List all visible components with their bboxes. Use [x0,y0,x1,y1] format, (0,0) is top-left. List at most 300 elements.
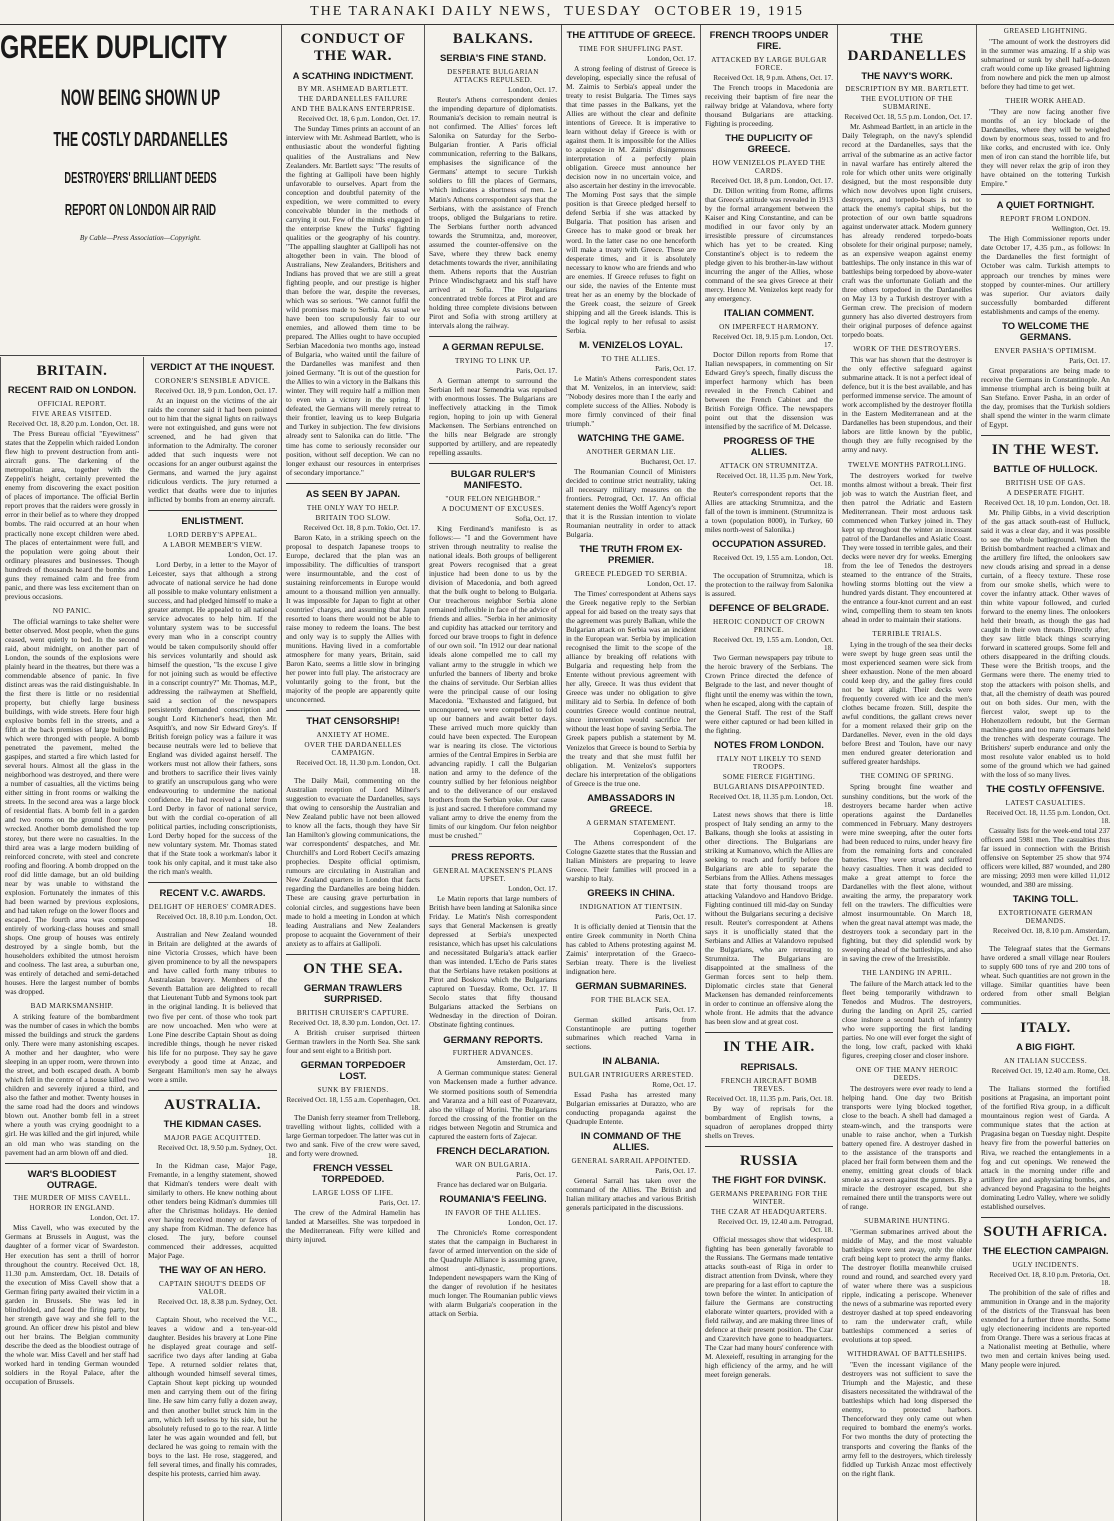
article-subhead: FOR THE BLACK SEA. [590,995,672,1004]
lead-headline-block [0,25,281,356]
article-destroyers [842,345,972,454]
article-headline: IN COMMAND OF THE ALLIES. [580,1130,682,1153]
article-albania [566,1057,696,1126]
article-headline: ENLISTMENT. [181,516,244,528]
article-dateline: Paris, Oct. 17. [516,366,557,375]
article-greased-lightning [981,27,1110,91]
column-7 [837,25,976,1521]
article-headline: THE COSTLY OFFENSIVE. [986,783,1105,795]
article-headline: BRITAIN. [36,363,108,379]
article-subhead: EXTORTIONATE GERMAN DEMANDS. [998,908,1093,925]
article-body: The crew of the Admiral Hamelin has landed at Marseilles. She was torpedoed in the Mediterranean. Fifty were killed and thirty injured. [286,1207,420,1244]
article-torpedoer [286,1061,420,1158]
article-headline: THE DUPLICITY OF GREECE. [725,133,813,155]
article-censorship [286,717,420,948]
article-headline: FRENCH VESSEL TORPEDOED. [313,1162,393,1185]
article-body: The French troops in Macedonia are receiving their baptism of fire near the railway bridge at Valandova, where forty thousand Bulgarians are attacking. Fighting is proceeding. [705,82,833,128]
article-headline: PRESS REPORTS. [451,852,535,864]
article-body: The failure of the March attack led to the fleet being temporarily withdrawn to Tenedos and Mudros. The destroyers, during the landing on April 25, carried close inshore a second batch of infantry who were supporting the first landing parties. No one will ever forget the sight of the long, low craft, packed with khaki figures, creeping closer and closer inshore. [842,979,972,1061]
article-dateline: Received Oct. 18, 8.30 p.m. London, Oct. 17. [288,1018,420,1027]
article-dateline: Received Oct. 18, 11.55 p.m. London, Oct. 18. [986,808,1110,825]
article-marksmanship [5,1002,139,1157]
article-dateline: Received Oct. 18, 9 p.m. London, Oct. 17. [154,386,277,395]
article-body: Australian and New Zealand wounded in Britain are delighted at the awards of nine Victoria Crosses, which have been given prominence to by all the newspapers and have called forth many tributes to Australasian bravery. Members of the Seventh Battalion are delighted to recall that Lieutenant Tubb and Symons took part in the original landing. It is believed that two five per cent. of those who took part are now uncoached. Men who were at Lone Pine describe Captain Shout as doing incredible things, though he never risked his life for no purpose. They say he gave everybody a good time at Anzac, and Sergeant Hamilton's men say he always wore a smile. [148,930,277,1084]
article-dateline: Paris, Oct. 17. [655,1005,696,1014]
article-dateline: Received Oct. 18, 9.50 p.m. Sydney, Oct. 18. [157,1143,277,1160]
article-body: A strong feeling of distrust of Greece is developing, especially since the refusal of M. Zaimis to Serbia's appeal under the treaty to resist Bulgaria. The Times says that time passes in the Balkans, yet the Allies are without the clear and definite intentions of Greece. It is imperative to learn without delay if Greece is with or against them. It is impossible for the Allies to acquiesce in M. Zaimis' disingenuous interpretation of a perfectly plain obligation. Greece must announce her decision now in no uncertain voice, and also ascertain her destiny in the irrevocable. The Morning Post says that the simple position is that Greece pledged herself to defend Serbia if she was attacked by Bulgaria. That position has arisen and Greece has to make good or break her word. In the latter case no one henceforth will make a treaty with Greece. These are desperate times, and it is absolutely necessary to know who are friends and who are enemies. If Greece refuses to fight on our side, the navies of the Entente must treat her as an enemy by the blockade of the Greek coast, the seizure of Greek shipping and all the Greek islands. This is the logical reply to her refusal to assist Serbia. [566,63,696,335]
article-subhead: DESCRIPTION BY MR. BARTLETT. [845,85,969,94]
article-body: Casualty lists for the week-end total 237 officers and 5981 men. The casualties thus far issued in connection with the British offensive on September 25 show that 974 officers were killed, 887 wounded, and 280 are missing; 2093 men were killed 11,012 wounded, and 380 are missing. [981,825,1110,889]
article-costly-offensive [981,785,1110,889]
article-subhead: ON IMPERFECT HARMONY. [719,323,819,332]
section-on-the-sea [286,961,420,978]
article-submarine-hunting [842,1217,972,1344]
article-dateline: Received Oct. 18, 9 p.m. Athens, Oct. 17. [713,73,833,82]
article-headline: WATCHING THE GAME. [577,432,685,444]
article-dateline: Paris, Oct. 17. [655,364,696,373]
article-body: The Daily Mail, commenting on the Australian reception of Lord Milner's suggestion to evacuate the Dardanelles, says that owing to censorship the Australian and New Zealand public have not been allowed to know all the facts, though they have Sir Ian Hamilton's glowing communications, the war correspondents' despatches, and Mr. Churchill's and Lord Robert Cecil's amazing prophecies. Despite official optimism, rumours are circulating in Australian and New Zealand quarters in London that facts regarding the Dardanelles are being hidden. These are causing grave perturbation in colonial circles, and suggestions have been made to hold a meeting in London at which leading Australians and New Zealanders propose to acquaint the Government of their anxiety as to affairs at Gallipoli. [286,776,420,948]
article-body: A German communique states: General von Mackensen made a further advance. We stormed positions south of Semendria and Varanza and a hill east of Pozarevatz, also the village of Morini. The Bulgarians forced the crossing of the frontier on the ridges between Negotin and Strumica and captured the eastern forts of Zajecar. [429,1068,557,1141]
column-1 [0,357,143,1521]
article-dateline: Received Oct. 18, 8.20 p.m. London, Oct. 18. [7,420,139,429]
article-body: Lord Derby, in a letter to the Mayor of Leicester, says that although a strong advocate of national service he had done all possible to make voluntary enlistment a success, and had pledged himself to make a greater attempt. He appealed to all national service advocates to help him. If the voluntary system was to be successful every man who in a conscript country would be taken compulsorily should offer his services voluntarily and should ask himself the question, "Is the excuse I give for not joining such as would be effective in a conscript country?" Mr. Thomas, M.P., addressing the railwaymen at Sheffield, said a section of the newspapers persistently demanded conscription and sought Lord Kitchener's head, then Mr. Asquith's, and now Sir Edward Grey's. If British foreign policy was a failure it was because neutrals were led to believe that England was divided against herself. The workers must not allow their fathers, sons and brothers to sacrifice their lives vainly to gratify an unscrupulous gang who were endeavouring to undermine the national confidence. He had received a letter from Lord Derby in favor of national service, but with the cordial co-operation of all political parties, including conscriptionists, Lord Derby hoped for the success of the new voluntary system. Mr. Thomas stated that if the State took a workman's labor it took his only capital, and it must take also the rich man's wealth. [148,560,277,877]
article-headline: SOUTH AFRICA. [983,1223,1108,1240]
article-body: Doctor Dillon reports from Rome that Italian newspapers, in commenting on Sir Edward Grey's speech, finally discuss the imperfect harmony which has been revealed in the French Cabinet and between the French Cabinet and the British Foreign Office. The newspapers point out that the dissension was intensified by the sacrifice of M. Delcasse. [705,350,833,432]
article-south-africa [981,1224,1110,1369]
article-headline: THAT CENSORSHIP! [306,716,400,728]
article-body: The Times' correspondent at Athens says the Greek negative reply to the Serbian appeal for aid based on the treaty says that the agreement was purely Balkan, while the Bulgarian attack on Serbia was an incident in the European war. Serbia by implication recognised the limit to the scope of the alliance by breaking off relations with Bulgaria and requesting help from the Entente without previous agreement with her ally, Greece. It was thus evident that Greece was under no obligation to give military aid to Serbia. In defence of both countries Greece would continue neutral, since intervention would sacrifice her without the least hope of saving Serbia. The Greek papers publish a statement by M. Venizelos that Greece is bound to Serbia by the treaty and that she must fulfil her obligation. M. Venizelos's supporters declare his interpretation of the obligations of Greece is the true one. [566,588,696,788]
article-subhead: A GERMAN STATEMENT. [586,818,676,827]
article-subhead: SUNK BY FRIENDS. [317,1085,389,1094]
article-headline: AS SEEN BY JAPAN. [305,488,401,500]
article-subhead: TIME FOR SHUFFLING PAST. [578,44,684,53]
article-subhead: A DOCUMENT OF EXCUSES. [441,505,545,514]
article-body: Reuter's Athens correspondent denies the impending departure of diplomatists. Roumania's decision to remain neutral is not confirmed. The Allies' forces left Salonika on Saturday for the Serbo-Bulgarian frontier. A Paris official communication, referring to the Balkans, emphasises the significance of the Germans' attempt to secure Turkish soldiers to fill the places of Germans, which indicates a shortness of men. Le Matin's Athens correspondent says that the Serbians, with the assistance of French troops, obliged the Bulgarians to retire. The Serbians further north advanced towards the Strumnitza, and, moreover, assumed the counter-offensive on the Save, where they threw back enemy detachments towards the river, annihilating them. Athens reports that the Austrian Prince Windischgraetz and his staff have arrived at Sofia. The Bulgarians concentrated treble forces at Pirot and are holding three complete divisions between Pirot and Sofia with strong artillery at intervals along the railway. [429,95,557,330]
article-subhead: BY MR. ASHMEAD BARTLETT. [297,85,409,94]
article-body: The Athens correspondent of the Cologne Gazette states that the Russian and Italian Ministers are preparing to leave Greece. Their families will proceed in a warship to Italy. [566,837,696,883]
article-body: Le Matin reports that large numbers of British have been landing at Salonika since Friday. Le Matin's Nish correspondent says that General Mackensen is greatly depressed at Serbia's unexpected resistance, which has upset his calculations and necessitated Bulgaria's attack earlier than was intended. L'Echo de Paris states that the Serbians have retaken positions at Pirot and Boskova which the Bulgarians captured on Tuesday. Rome, Oct. 17. Il Secolo states that fifty thousand Bulgarians attacked the Serbians on Wednesday in the direction of Doiran. Obstinate fighting continues. [429,894,557,1030]
article-body: "The amount of work the destroyers did in the summer was amazing. If a ship was submarined or sunk by shell half-a-dozen craft would come up like greased lightning from nowhere and pick the men up almost before they had time to get wet. [981,37,1110,92]
article-subhead: UGLY INCIDENTS. [1012,1260,1079,1269]
article-subhead: SERBIA'S FINE STAND. [439,53,547,65]
article-patrolling [842,461,972,625]
article-body: The High Commissioner reports under date October 17, 4.35 p.m., as follows: In the Dardanelles the first fortnight of October was calm. Turkish attempts to approach our trenches by mines were stopped by counter-mines. Our artillery was superior. Our aviators daily successfully bombarded different establishments and camps of the enemy. [981,234,1110,316]
article-withdrawal [842,1350,972,1477]
article-japan [286,490,420,705]
article-subhead: HORROR IN ENGLAND. [29,1204,115,1213]
article-subhead: THEIR WORK AHEAD. [1005,97,1086,106]
article-subhead: BULGARIANS DISAPPOINTED. [713,782,825,791]
article-body: Mr. Ashmead Bartlett, in an article in the Daily Telegraph, on the navy's splendid record at the Dardanelles, says that the arrival of the submarine as an active factor in naval warfare has entirely altered the role for which other units were originally designed, but the most responsible duty which now devolves upon light cruisers, destroyers, and torpedo-boats is not to attack the enemy's capital ships, but the protection of our own battle squadrons against underwater attack. Modern gunnery has already rendered torpedo-boats obsolete for their original purpose; namely, as an expensive weapon against enemy battleships. The only instance in this war of battleships being torpedoed by above-water craft was the unfortunate Goliath and the three others torpedoed in the Dardanelles on May 13 by a Turkish destroyer with a German crew. The precision of modern gunnery has also diverted destroyers from their original purposes of defence against torpedo boats. [842,122,972,340]
article-subhead: A SCATHING INDICTMENT. [292,70,414,82]
article-spring [842,772,972,963]
article-subhead: HEROIC CONDUCT OF CROWN PRINCE. [713,618,825,635]
article-venizelos [566,341,696,428]
article-subhead: LARGE LOSS OF LIFE. [312,1188,394,1197]
article-subhead: CORONER'S SENSIBLE ADVICE. [154,376,271,385]
article-headline: FRENCH TROOPS UNDER FIRE. [709,30,829,52]
article-dateline: Received Oct. 18, 8 p.m. London, Oct. 17. [710,176,833,185]
article-dateline: Received Oct. 18, 8.10 p.m. Amsterdam, Oct. 17. [992,926,1110,943]
article-headline: M. VENIZELOS LOYAL. [579,339,683,351]
article-body: At an inquest on the victims of the air raids the coroner said it had been pointed out to him that the signal lights on railways were not extinguished, and guns were not screened, and he had given that information to the Admiralty. The coroner added that such inquests were not occasions for an anger outburst against the Germans, and warned the jury against ridiculous verdicts. The jury returned a verdict that deaths were due to injuries inflicted by bombs from an enemy aircraft. [148,395,277,505]
article-dateline: Amsterdam, Oct. 17. [496,1059,557,1068]
article-body: "German submarines arrived about the middle of May, and the most valuable battleships were sent away, only the older craft being kept to protect the army flanks. The destroyer flotilla meanwhile cruised round and round, and searched every yard of water where there was a suspicious ripple, indicating a periscope. Whenever the news of a submarine was reported every destroyer dashed at top speed endeavoring to ram the underwater craft, while battleships commenced a series of evolutions at top speed. [842,1226,972,1345]
section-in-the-west [981,442,1110,459]
column-5 [561,25,700,1521]
article-dateline: London, Oct. 17. [647,54,696,63]
article-headline: IN ALBANIA. [602,1055,660,1067]
article-headline: OCCUPATION ASSURED. [712,539,826,551]
article-headline: WAR'S BLOODIEST OUTRAGE. [27,1168,117,1191]
article-subhead: FIVE AREAS VISITED. [32,410,112,419]
article-body: This war has shown that the destroyer is the only effective safeguard against submarine attack. It is not a perfect ideal of defence, but it is the best available, and has performed immense service. The amount of work accomplished by the destroyer flotilla in the Eastern Mediterranean and at the Dardanelles has been stupendous, and their labors are little known by the public, though they are fully recognised by the army and navy. [842,355,972,455]
article-truth [566,545,696,788]
article-subhead: BULGAR INTRIGUERS ARRESTED. [568,1070,694,1079]
article-subhead: BRITISH USE OF GAS. [1005,478,1086,487]
article-body: Mr. Philip Gibbs, in a vivid description of the gas attack south-east of Hulluck, said it was a clear day, and it was possible to see the whole battleground. When the British bombardment reached a climax and the artillery fire lifted, the onlookers saw new clouds arising and spread in a dense curtain, of a fleecy texture. These rose from our smoke shells, which were to cover the infantry attack. Other waves of thin white vapour followed, and curled forward to the enemy lines. The onlookers held their breath, as though the gas had caught in their own throats. Directly after, they saw little black things scurrying forward in scattered groups. Some fell and others disappeared in the drifting clouds. These were the British troops, and the Germans were there. The enemy tried to stop the attackers with poison shells, and that, all the chemistry of death was poured out on both sides. Our men, with the fiercest valor, swept up to the Hohenzollern redoubt, but the German machine-guns and too many Germans held the trenches with desperate courage. The Britishers' superb endurance and only the most resolute valor enabled us to hold some of the ground which we had gained with the loss of so many lives. [981,507,1110,779]
article-dateline: Rome, Oct. 17. [652,1080,696,1089]
article-subhead: A LABOR MEMBER'S VIEW. [162,541,263,550]
article-french-declaration [429,1147,557,1189]
article-duplicity [705,134,833,303]
article-subhead: DESPERATE BULGARIAN ATTACKS REPULSED. [447,68,539,85]
article-body: The destroyers worked for twelve months almost without a break. Their first job was to watch the Austrian fleet, and then patrol the Adriatic and Eastern Mediterranean. Their most arduous task commenced when Turkey joined in. They kept up throughout the winter an incessant patrol of the Dardanelles and Asiatic Coast. They were tossed in terrible gales, and their decks were never dry for weeks. Emerging from the lee of Tenedos the destroyers steamed to the entrance of the Straits, howling storms blotting out the view a hundred yards distant. They encountered at the entrance a four-knot current and an east wind, compelling them to steam ten knots ahead in order to maintain their stations. [842,470,972,625]
article-subhead: MAJOR PAGE ACQUITTED. [164,1133,261,1142]
lead-headline-2: NOW BEING SHOWN UP [60,85,221,110]
article-dateline: Received Oct. 18, 6 p.m. London, Oct. 17. [297,115,420,124]
article-roumania [429,1195,557,1318]
article-headline: THE DARDANELLES [847,31,967,65]
article-dateline: Received Oct. 18, 1.55 a.m. Copenhagen, Oct. 18. [286,1095,420,1112]
article-dateline: London, Oct. 17. [508,1218,557,1227]
column-4 [424,25,561,1521]
article-dateline: Received Oct. 18, 11.35 p.m. London, Oct. 18. [709,792,833,809]
lead-headline-3: THE COSTLY DARDANELLES [53,129,228,151]
article-dateline: Received Oct. 19, 1.55 a.m. London, Oct. 18. [713,554,833,571]
article-subhead: CAPTAIN SHOUT'S DEEDS OF VALOR. [158,1280,267,1297]
section-headline: ON THE SEA. [303,960,403,977]
article-dateline: Received Oct. 18, 10 p.m. London, Oct. 18. [984,498,1110,507]
article-body: The destroyers were ever ready to lend a helping hand. One day two British transports were lying blocked together, close to the beach. A shell had damaged a steam-winch, and the transports were unable to raise anchor, when a Turkish battery opened fire. A destroyer dashed in to the assistance of the transports and placed her frail form between them and the enemy, emitting great clouds of black smoke as a screen against the gunners. By a miracle the destroyer escaped, but she remained there until the transports were out of range. [842,1084,972,1211]
article-subhead: THE CZAR AT HEADQUARTERS. [710,1207,828,1216]
article-progress [705,437,833,534]
article-dateline: London, Oct. 17. [647,579,696,588]
article-subhead: WAR ON BULGARIA. [455,1160,531,1169]
article-body: The Italians stormed the fortified positions at Pragasina, an important point of the fortified Riva group, in a difficult mountainous region west of Garda. A communique states that the action at Pragasina began on Tuesday night. Despite heavy fire from the powerful batteries on Riva, we reached the entanglements in a fog and cut openings. We renewed the attack in the morning under rifle and artillery fire and asphyxiating bombs, and advanced beyond Pragasina to the heights dominating Ledro Valley, where we solidly established ourselves. [981,1084,1110,1211]
article-subhead: LORD DERBY'S APPEAL. [167,531,258,540]
article-heroic-deeds [842,1066,972,1210]
article-subhead: ATTACKED BY LARGE BULGAR FORCE. [711,55,827,72]
article-headline: GERMAN TRAWLERS SURPRISED. [303,982,403,1005]
article-subhead: THE DARDANELLES FAILURE [298,95,408,104]
article-subhead: BAD MARKSMANSHIP. [30,1002,114,1011]
article-body: Le Matin's Athens correspondent states that M. Venizelos, in an interview, said: "Nobody desires more than I the early and complete success of the Allies. Nobody is more firmly convinced of their final triumph." [566,373,696,428]
article-greeks-china [566,889,696,976]
column-3 [281,25,424,1521]
article-subhead: THE ONLY WAY TO HELP. [306,503,400,512]
newspaper-page [0,25,1114,1521]
lead-headline-5: REPORT ON LONDON AIR RAID [64,202,217,219]
article-subhead: THE KIDMAN CASES. [163,1119,262,1131]
article-headline: CONDUCT OF THE WAR. [300,31,406,65]
article-dateline: Received Oct. 18, 8.10 p.m. London, Oct. 18. [156,913,277,930]
article-headline: ITALY. [1020,1020,1071,1037]
article-subhead: NO PANIC. [52,606,92,615]
article-subhead: OVER THE DARDANELLES CAMPAIGN. [304,741,402,758]
article-russia [705,1153,833,1380]
article-body: By way of reprisals for the bombardment of English towns, a squadron of aeroplanes dropped thirty shells on Treves. [705,1103,833,1140]
article-taking-toll [981,895,1110,1007]
article-body: A striking feature of the bombardment was the number of cases in which the bombs missed the buildings and struck the gardens only. There were many astonishing escapes. A mother and her daughter, who were sleeping in an upper room, were thrown into the street, and both escaped death. A bomb which fell in the centre of a house killed two children and severely injured a third, and also the father and mother. Twenty houses in the same road had the doors and windows blown out. Another bomb fell in a street where a youth was crying goodnight to a girl. He was killed and the girl injured, while an old man who was standing on the pavement had an arm blown off and died. [5,1012,139,1157]
article-subhead: THE COMING OF SPRING. [860,772,954,781]
article-subhead: ANOTHER GERMAN LIE. [586,447,676,456]
article-body: Spring brought fine weather and sunshiny conditions, but the work of the destroyers became harder when active operations against the Dardanelles commenced in February. Many destroyers were mine sweeping, after the outer forts had been reduced to ruins, under heavy fire from the remaining forts and concealed batteries. They were struck and suffered heavy casualties. Then it was decided to make a great attempt to force the Dardanelles with the fleet alone, without awaiting the army, the preparatory work fell on the trawlers. The difficulties were almost insurmountable. On March 18, when the great naval attempt was made, the destroyers took a secondary part in the fighting, but they did splendid work by sweeping ahead of the battleships, and also in saving the crew of the Irresistible. [842,782,972,964]
article-subhead: A BIG FIGHT. [1016,1042,1075,1054]
article-dateline: Sofia, Oct. 17. [515,515,557,524]
article-dateline: London, Oct. 17. [90,1214,139,1223]
article-subhead: INDIGNATION AT TIENTSIN. [579,902,683,911]
article-body: In the Kidman case, Major Page, Fremantle, in a lengthy statement, showed that Kidman's tenders were dealt with similarly to others. He knew nothing about other tenders being Kidman's dummies till after the Christmas holidays. He denied ever having received money or favors of any shape from Kidman. The defence has closed. The jury, before counsel commenced their addresses, acquitted Major Page. [148,1160,277,1261]
article-italian-comment [705,309,833,431]
article-subhead: THE NAVY'S WORK. [861,70,953,82]
article-dateline: Paris, Oct. 17. [516,1170,557,1179]
article-dateline: Received Oct. 18, 11.30 p.m. London, Oct. 18. [296,759,420,776]
article-cavell [5,1170,139,1386]
article-headline: TAKING TOLL. [1012,893,1079,905]
article-headline: FRENCH DECLARATION. [436,1145,550,1157]
article-welcome-germans [981,322,1110,429]
article-headline: THE WAY OF AN HERO. [159,1265,266,1277]
article-subhead: SUBMARINE HUNTING. [864,1216,950,1225]
section-headline: IN THE WEST. [991,441,1100,458]
article-dateline: Received Oct. 18, 11.35 p.m. Paris, Oct. 18. [706,1094,833,1103]
article-subhead: FURTHER ADVANCES. [452,1049,534,1058]
article-headline: BALKANS. [452,31,534,47]
article-dateline: Received Oct. 19, 12.40 a.m. Rome, Oct. 18. [991,1067,1110,1084]
article-body: Official messages show that widespread fighting has been generally favorable to the Russians. The Germans made tentative attacks south-east of Riga in order to distract attention from Dvinsk, where they are preparing for a last effort to capture the town before the winter. In anticipation of failure the Germans are constructing elaborate winter quarters, provided with a field railway, and are making three lines of defence at their present position. The Czar and Czarevitch have gone to headquarters. The Czar had many hours' conference with M. Alexeieff, resulting in arranging for the high efficiency of the army, and he will meet foreign generals. [705,1234,833,1380]
article-dateline: Received Oct. 18, 9.15 p.m. London, Oct. 17. [712,333,833,350]
article-dateline: Received Oct. 19, 1.55 a.m. London, Oct. 18. [713,636,833,653]
article-landing [842,969,972,1060]
article-body: Lying in the trough of the sea their decks were swept by huge green seas until the most experienced seamen were sick from sheer exhaustion. None of the men aboard could keep dry, and the galley fires could not be kept alight. Their decks were frequently covered with ice and the men's clothes became frozen. Still, despite the awful conditions, the gallant crews never for a moment relaxed their grip on the Dardanelles. Never, even in the old days before Brest and Toulon, have our navy men endured greater deterioration and suffered greater hardships. [842,640,972,767]
article-inquest [148,363,277,504]
article-body: German skilled artisans from Constantinople are putting together submarines which reached Varna in sections. [566,1014,696,1051]
article-dateline: Paris, Oct. 17. [655,912,696,921]
column-2 [143,357,281,1521]
article-subhead: THE ELECTION CAMPAIGN. [982,1245,1109,1257]
article-command [566,1132,696,1212]
article-subhead: BRITISH CRUISER'S CAPTURE. [296,1008,410,1017]
article-body: The Press Bureau official "Eyewitness" states that the Zeppelin which raided London flew high to prevent destruction from anti-aircraft guns. The darkening of the metropolitan area, together with the Zeppelin's height, certainly prevented the enemy from discovering the exact position of places of importance. The official Berlin report proves that the raiders were grossly in error in their belief as to where they dropped bombs. The raid occurred at an hour when practically none except children were abed. The places of entertainment were full, and the population were going about their ordinary pleasures and businesses. Though hundreds of thousands heard the bombs and guns they remained calm and free from panic, and there was less excitement than on previous occasions. [5,429,139,601]
article-body: Captain Shout, who received the V.C., leaves a widow and a ten-year-old daughter. Besides his bravery at Lone Pine he displayed great courage and self-sacrifice two days after landing at Gaba Tepe. A returned soldier relates that, although wounded himself several times, Captain Shout kept picking up wounded men and carrying them out of the firing line. He saw him carry fully a dozen away, and then another bullet struck him in the arm, which left useless by his side, but he absolutely refused to go to the rear. A little later he was again wounded and fell, but declared he was going to remain with the boys to the last. He rose, staggered, and fell several times, and finally his comrades, despite his protests, carried him away. [148,1315,277,1478]
article-headline: BATTLE OF HULLOCK. [993,463,1098,475]
article-headline: RECENT V.C. AWARDS. [159,888,266,900]
article-body: A British cruiser surprised thirteen German trawlers in the North Sea. She sank four and sent eight to a British port. [286,1027,420,1055]
article-hero [148,1266,277,1477]
article-hullock [981,465,1110,779]
article-body: The prohibition of the sale of rifles and ammunition in Orange and in the majority of the districts of the Transvaal has been extended for a further three months. Some ugly electioneering incidents are reported from Orange. There was a serious fracas at a Nationalist meeting at Bethulie, where two men and certain knives being used. Many people were injured. [981,1287,1110,1370]
article-body: It is officially denied at Tientsin that the entire Greek community in North China has cabled to Athens protesting against M. Zaimis' interpretation of the Graeco-Serbian treaty. There is the liveliest indignation here. [566,921,696,976]
article-ambassadors [566,794,696,883]
article-body: The Chronicle's Rome correspondent states that the campaign in Bucharest in favor of armed intervention on the side of the Quadruple Alliance is assuming grave, almost anti-dynastic, proportions. Independent newspapers warn the King of the danger of revolution if he hesitates much longer. The Roumanian public views with alarm Bulgaria's cooperation in the attack on Serbia. [429,1227,557,1318]
article-subhead: THE FIGHT FOR DVINSK. [712,1174,826,1186]
article-dateline: London, Oct. 17. [228,551,277,560]
article-dateline: London, Oct. 17. [508,86,557,95]
article-subhead: THE MURDER OF MISS CAVELL. [13,1194,131,1203]
article-no-panic [5,607,139,996]
article-notes-london [705,741,833,1027]
article-conduct-of-war [286,31,420,477]
article-body: General Sarrail has taken over the command of the Allies. The British and Italian military attaches and various British generals participated in the discussions. [566,1175,696,1212]
article-headline: PROGRESS OF THE ALLIES. [723,436,815,459]
article-subhead: A DESPERATE FIGHT. [1006,488,1085,497]
article-headline: A QUIET FORTNIGHT. [996,200,1095,212]
article-subhead: WITHDRAWAL OF BATTLESHIPS. [847,1350,967,1359]
article-vessel-torpedoed [286,1164,420,1244]
article-quiet-fortnight [981,201,1110,315]
article-headline: TO WELCOME THE GERMANS. [1002,320,1089,343]
article-subhead: OFFICIAL REPORT. [37,400,107,409]
article-body: Latest news shows that there is little prospect of Italy sending an army to the Balkans, though she looks at assisting in other directions. The Bulgarians are striking at Kumanovo, which the Allies are seeking to reach and fortify before the Bulgarians are able to separate the Serbians from the Allies. Athens messages state that forty thousand troops are attacking Valandovo and Handovo Bridge. Fighting continued till mid-day on Sunday without the Bulgarians securing a decisive result. Reuter's correspondent at Athens says it is unofficially stated that the Serbians and Allies at Valandovo repulsed the Bulgarians, who are retreating to Strumnitza. The Bulgarians are disappointed at the smallness of the German forces sent to help them. Diplomatic circles state that General Mackensen has demanded reinforcements in order to continue an offensive along the whole front. He admits that the advance has been slow and at great cost. [705,809,833,1027]
lead-headline-4: DESTROYERS' BRILLIANT DEEDS [64,170,217,187]
article-subhead: TO THE ALLIES. [601,354,661,363]
article-body: The Telegraaf states that the Germans have ordered a small village near Roulers to supply 600 tons of rye and 200 tons of wheat. Such quantities are not grown in the village. Similar quantities have been ordered from other small Belgian communities. [981,943,1110,1008]
article-headline: RUSSIA [739,1152,799,1169]
section-in-the-air [705,1039,833,1056]
article-britain [5,363,139,601]
article-subhead: AND THE BALKANS ENTERPRISE. [290,105,416,114]
article-headline: DEFENCE OF BELGRADE. [709,603,829,615]
masthead-paper: THE TARANAKI DAILY NEWS, [310,4,553,19]
article-subhead: GENERAL SARRAIL APPOINTED. [571,1156,691,1165]
article-headline: NOTES FROM LONDON. [714,739,824,751]
section-headline: IN THE AIR. [723,1039,815,1056]
article-body: The Sunday Times prints an account of an interview with Mr. Ashmead Bartlett, who is enthusiastic about the wonderful fighting qualities of the Australians and New Zealanders. Mr. Bartlett says: "The results of the fighting at Gallipoli have been highly unfavorable to ourselves. Apart from the conception and doubtful paternity of the expedition, we were committed to every conceivable blunder in the methods of carrying it out. Few of the minds engaged in the enterprise knew the Turks' fighting qualities or the geography of his country. "The appalling slaughter at Gallipoli has not altogether been in vain. The blood of Australians, New Zealanders, Britishers and Indians has proved that we are still a great fighting people, and our prestige is higher than before the war, despite the reverses, which was so serious. "We cannot fulfil the wild promises made to Serbia. As usual we have been too scrupulously fair to our enemies, and allowed them time to be prepared. The Allies ought to have occupied Serbian Macedonia two months ago, instead of Bulgaria, who waited until the failure of the Dardanelles was manifest and then joined Germany. "It is out of the question for the Allies to win a victory in the Balkans this winter. They will require half a million men to even win a victory in the spring. If defeated, the Germans will merely retreat to their frontier, leaving us to keep Bulgaria and Turkey in subjection. The few divisions already sent to Salonika can do little. "The time has come to seriously reconsider our position, without self deception. We can no longer exhaust our resources in enterprises of secondary importance." [286,124,420,477]
article-headline: GERMAN TORPEDOER LOST. [300,1059,406,1082]
masthead-day: TUESDAY [564,4,643,19]
article-dateline: Received Oct. 18, 8.38 p.m. Sydney, Oct. 18. [157,1298,277,1315]
column-6 [700,25,837,1521]
article-subhead: DELIGHT OF HEROES' COMRADES. [148,903,277,912]
article-body: "Even the incessant vigilance of the destroyers was not sufficient to save the Triumph and the Majestic, and these disasters necessitated the withdrawal of the battleships which had long dispersed the enemy, to protected harbors. Thenceforward they only came out when required to bombard the enemy's works. For two months the duty of protecting the transports and covering the flanks of the army fell to the destroyers, which tirelessly fiddled up Turkish Anzac most effectively on the right flank. [842,1360,972,1478]
article-body: Baron Kato, in a striking speech on the proposal to despatch Japanese troops to Europe, declared that the plan was an impossibility. The difficulties of transport were insurmountable, and the cost of sustaining reinforcements in Europe would amount to a thousand million yen annually. It was impossible for Japan to fight at other countries' charges, and assuming that Japan resorted to loans there would not be able to raise money to redeem the loans. The best and only way is to supply the Allies with munitions. Having lived in a comfortable atmosphere for many years, Britain, said Baron Kato, seems a little slow in bringing her power into full play. The aristocracy are voluntarily going to the front, but the majority of the people are apparently quite unconcerned. [286,532,420,705]
article-headline: ROUMANIA'S FEELING. [439,1193,547,1205]
article-headline: REPRISALS. [740,1061,798,1073]
article-dateline: Received Oct. 18, 8 p.m. Tokio, Oct. 17. [303,523,420,532]
article-subhead: "OUR FELON NEIGHBOR." [445,495,541,504]
article-germany-reports [429,1036,557,1141]
article-submarines [566,982,696,1051]
article-subhead: BRITAIN TOO SLOW. [315,513,391,522]
article-subhead: ENVER PASHA'S OPTIMISM. [994,346,1097,355]
article-french-troops [705,31,833,128]
column-8 [976,25,1114,1521]
article-dateline: Paris, Oct. 17. [1069,356,1110,365]
article-body: The Danish ferry steamer from Trelleborg, travelling without lights, collided with a large German torpedoer. The latter was cut in two and sank. Five of the crew were saved, and forty were drowned. [286,1112,420,1158]
article-body: Dr. Dillon writing from Rome, affirms that Greece's attitude was revealed in 1913 by the formal arrangement between the Kaiser and King Constantine, and can be modified in our favor only by an irresistible pressure of circumstances which has yet to be created. King Constantine's object is to redeem the pledge given to his brother-in-law without incurring the anger of the Allies, whose command of the sea gives Greece at their mercy. Hence M. Venizelos kept ready for any emergency. [705,185,833,304]
article-headline: VERDICT AT THE INQUEST. [150,362,275,373]
article-headline: ITALIAN COMMENT. [723,308,815,320]
article-subhead: IN FAVOR OF THE ALLIES. [444,1208,542,1217]
article-press-reports [429,853,557,1029]
article-work-ahead [981,97,1110,188]
article-body: Essad Pasha has arrested many Bulgarian emissaries at Durazzo, who are conducting propaganda against the Quadruple Entente. [566,1089,696,1126]
article-belgrade [705,604,833,734]
article-subhead: THE LANDING IN APRIL. [861,969,953,978]
article-body: A German attempt to surround the Serbian left near Semendria was repulsed with enormous losses. The Bulgarians are ineffectively attacking in the Timok region, hoping to join up with General Mackensen. The Serbians entrenched on the hills near Belgrade are strongly supported by artillery, and are repeatedly repelling assaults. [429,375,557,458]
article-subhead: ITALY NOT LIKELY TO SEND TROOPS. [716,754,822,771]
article-subhead: WORK OF THE DESTROYERS. [853,345,961,354]
article-body: King Ferdinand's manifesto is as follows:— "I and the Government have striven through neutrality to realise the national ideals. Both groups of belligerent great Powers recognised that a great injustice had been done to us by the division of Macedonia, and both agreed that the bulk ought to belong to Bulgaria. Our treacherous neighbor Serbia alone remained inflexible in face of the advice of friends and allies. "Serbia in her animosity and cupidity has attacked our territory and forced our brave troops to fight in defence of our own soil. "In 1912 our dear national ideals alone compelled me to call my valiant army to the struggle in which we unfurled the banners of liberty and broke the chains of servitude. Our Serbian allies were the principal cause of our losing Macedonia. "Exhausted and fatigued, but unconquered, we were compelled to fold up our banners and await better days. These arrived much more quickly than could have been expected. The European war is nearing its close. The victorious armies of the Central Empires in Serbia are advancing rapidly. I call the Bulgarian nation and army to the defence of the country sullied by her felonious neighbor and to the deliverance of our enslaved brothers from the Serbian yoke. Our cause is just and sacred. I therefore command my valiant army to drive the enemy from the limits of our kingdom. Our felon neighbor must be crushed." [429,524,557,841]
cable-credit: By Cable—Press Association—Copyright. [79,234,202,242]
article-subhead: REPORT FROM LONDON. [1000,215,1091,224]
article-subhead: GERMANS PREPARING FOR THE WINTER. [710,1189,828,1206]
article-headline: A GERMAN REPULSE. [442,341,544,353]
masthead [0,0,1114,25]
article-body: Reuter's correspondent reports that the Allies are attacking Strumnitza, and the fall of the town is imminent. (Strumnitza is a town (population 8000), in Turkey, 60 miles north-west of Salonika.) [705,489,833,535]
article-body: The Roumanian Council of Ministers decided to continue strict neutrality, taking all necessary military measures on the frontiers. Petrograd, Oct. 17. An official statement denies the Wolff Agency's report that it is the Russian intention to violate Roumanian neutrality in order to attack Bulgaria. [566,466,696,540]
article-enlistment [148,517,277,876]
article-trials [842,630,972,766]
article-balkans [429,31,557,330]
article-subhead: GREASED LIGHTNING. [1003,27,1088,35]
article-subhead: LATEST CASUALTIES. [1005,798,1086,807]
article-body: France has declared war on Bulgaria. [437,1179,547,1189]
article-headline: BULGAR RULER'S MANIFESTO. [450,469,536,492]
article-dateline: Received Oct. 19, 12.40 a.m. Petrograd, Oct. 18. [717,1217,833,1234]
article-subhead: RECENT RAID ON LONDON. [7,385,137,397]
article-subhead: GENERAL MACKENSEN'S PLANS UPSET. [433,867,553,884]
article-watching [566,434,696,539]
article-headline: GERMANY REPORTS. [443,1034,543,1046]
article-body: "They are now facing another five months of an icy blockade of the Dardanelles, where they will be weighed down by enormous seas, tossed to and fro like corks, and encrusted with ice. Only men of iron can stand the horrible life, but they will never relax the grip of iron they have obtained on the tottering Turkish Empire." [981,107,1110,189]
article-australia [148,1097,277,1261]
article-subhead: HOW VENIZELOS PLAYED THE CARDS. [712,158,826,175]
article-subhead: TRYING TO LINK UP. [454,356,531,365]
article-reprisals [705,1063,833,1140]
article-dateline: Paris, Oct. 17. [379,1198,420,1207]
article-trawlers [286,984,420,1055]
lead-headline-1: GREEK DUPLICITY [0,29,228,65]
article-occupation [705,540,833,598]
article-body: Miss Cavell, who was executed by the Germans at Brussels in August, was the daughter of a former vicar of Swardeston. Her execution has sent a thrill of horror throughout the country. Received Oct. 18, 11.30 p.m. Amsterdam, Oct. 18. Details of the execution of Miss Cavell show that a German firing party awaited their victim in a garden in Brussels. She was led in blindfolded, and faced the firing party, but her strength gave way and she fell to the ground. An officer drew his pistol and blew out her brains. The Belgian community describe the deed as the bloodiest outrage of the whole war. Miss Cavell and her staff had worked hard in tending German wounded soldiers in the Royal Palace, after the occupation of Brussels. [5,1223,139,1386]
article-attitude-greece [566,31,696,335]
article-subhead: AN ITALIAN SUCCESS. [1003,1057,1088,1066]
article-dateline: Received Oct. 18, 8.10 p.m. Pretoria, Oct. 18. [989,1270,1110,1287]
article-subhead: SOME FIERCE FIGHTING. [722,772,816,781]
article-dateline: Paris, Oct. 17. [655,1166,696,1175]
article-body: Great preparations are being made to receive the Germans in Constantinople. An immense triumphal arch is being built at San Stefano. Enver Pasha, in an order of the day, promises that the Turkish soldiers shall spend the winter in the warm climate of Egypt. [981,365,1110,429]
article-italy [981,1020,1110,1211]
article-german-repulse [429,343,557,457]
article-subhead: ONE OF THE MANY HEROIC DEEDS. [855,1066,959,1083]
article-headline: THE TRUTH FROM EX-PREMIER. [579,544,683,567]
article-headline: GREEKS IN CHINA. [587,887,675,899]
article-body: Two German newspapers pay tribute to the heroic bravery of the Serbians. The Crown Prince directed the defence of Belgrade to the last, and never thought of flight until the enemy was within the town, when he escaped, along with the captain of the General Staff. The rest of the Staff were either captured or had been killed in the fighting. [705,653,833,735]
article-subhead: ATTACK ON STRUMNITZA. [719,462,819,471]
article-manifesto [429,470,557,840]
article-subhead: FRENCH AIRCRAFT BOMB TREVES. [720,1076,818,1093]
article-headline: AUSTRALIA. [163,1096,262,1113]
article-dateline: Copenhagen, Oct. 17. [633,828,696,837]
article-vc-awards [148,889,277,1083]
article-dateline: London, Oct. 17. [508,885,557,894]
article-dardanelles [842,31,972,339]
article-subhead: ANXIETY AT HOME. [316,731,390,740]
article-subhead: TERRIBLE TRIALS. [872,630,942,639]
article-subhead: THE EVOLUTION OF THE SUBMARINE. [861,95,953,112]
